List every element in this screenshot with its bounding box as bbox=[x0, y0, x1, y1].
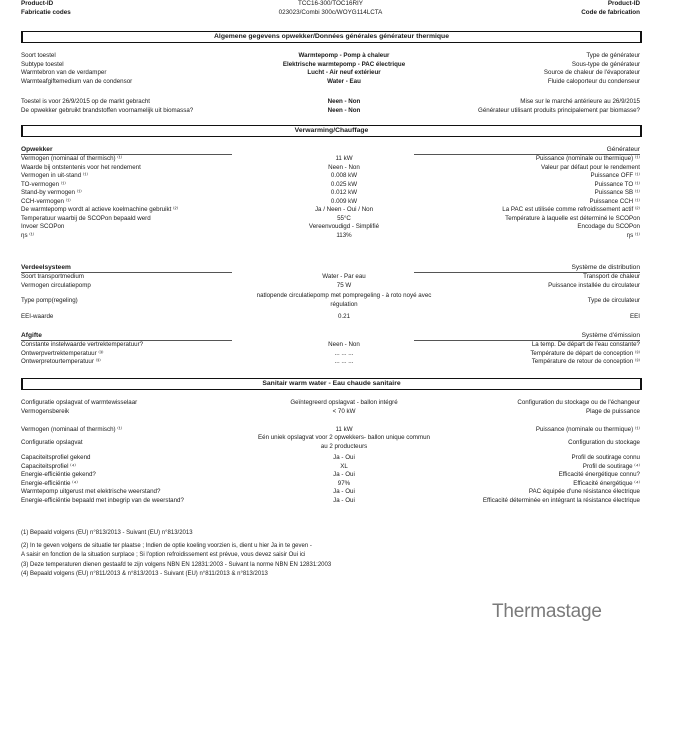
dhw-nl: Energie-efficiëntie gekend? bbox=[21, 471, 96, 478]
section-general: Algemene gegevens opwekker/Données générales générateur thermique bbox=[21, 31, 642, 43]
dhw-val: Ja - Oui bbox=[333, 471, 355, 478]
general-nl: Subtype toestel bbox=[21, 60, 64, 68]
afgifte-val: Neen - Non bbox=[328, 341, 360, 348]
afgifte-val: ... ... ... bbox=[334, 358, 354, 365]
dhw-row bbox=[21, 496, 640, 505]
opwekker-nl: Invoer SCOPon bbox=[21, 223, 65, 230]
opwekker-val: 0.025 kW bbox=[330, 180, 358, 188]
opwekker-nl: Temperatuur waarbij de SCOPon bepaald werd bbox=[21, 214, 151, 222]
opwekker-val: Vereenvoudigd - Simplifié bbox=[308, 223, 380, 230]
dhw-nl: Warmtepomp uitgerust met elektrische weerstand? bbox=[21, 488, 161, 495]
dhw-fr: Efficacité énergétique ⁽⁴⁾ bbox=[573, 479, 640, 487]
footnote: (1) Bepaald volgens (EU) n°813/2013 - Suivant (EU) n°813/2013 bbox=[21, 530, 193, 536]
afgifte-fr: Température de retour de conception ⁽³⁾ bbox=[531, 358, 640, 365]
dhw-range-fr: Plage de puissance bbox=[585, 408, 640, 415]
general-val: Elektrische warmtepomp - PAC électrique bbox=[282, 60, 406, 68]
dhw-fr: Profil de soutirage connu bbox=[571, 454, 640, 461]
dhw-nl: Energie-efficiëntie bepaald met inbegrip van de weerstand? bbox=[21, 496, 184, 504]
fabrication-code-value: 023023/Combi 300c/WOYG114LCTA bbox=[278, 9, 383, 16]
opwekker-val: 11 kW bbox=[335, 155, 353, 162]
pump-type-fr: Type de circulateur bbox=[587, 297, 640, 304]
opwekker-fr: Puissance TO ⁽¹⁾ bbox=[594, 180, 640, 188]
dhw-range-nl: Vermogensbereik bbox=[21, 408, 70, 415]
verdeel-nl: Soort transportmedium bbox=[21, 273, 84, 280]
dhw-val: Ja - Oui bbox=[333, 496, 355, 504]
dhw-fr: PAC équipée d'une résistance électrique bbox=[528, 488, 640, 495]
dhw-range-row bbox=[21, 407, 640, 416]
dhw-nl: Capaciteitsprofiel ⁽⁴⁾ bbox=[21, 462, 76, 470]
afgifte-title-nl: Afgifte bbox=[21, 332, 42, 339]
dhw-range-value: < 70 kW bbox=[332, 408, 356, 415]
footnote: (2) In te geven volgens de situatie ter plaatse ; Indien de optie koeling voorzien is, dient u hier Ja in te geven - bbox=[21, 543, 312, 549]
dhw-fr: Efficacité déterminée en intégrant la résistance électrique bbox=[482, 496, 640, 504]
opwekker-fr: La PAC est utilisée comme refroidissement actif ⁽²⁾ bbox=[502, 206, 640, 213]
verdeel-nl: Vermogen circulatiepomp bbox=[21, 281, 91, 289]
general-val: Lucht - Air neuf extérieur bbox=[307, 69, 381, 76]
afgifte-val: ... ... ... bbox=[334, 349, 354, 357]
opwekker-val: 0.008 kW bbox=[330, 172, 358, 179]
opwekker-nl: CCH-vermogen ⁽¹⁾ bbox=[21, 197, 71, 205]
general-nl: Warmtebron van de verdamper bbox=[21, 69, 107, 76]
dhw-storage-nl: Configuratie opslagvat bbox=[21, 439, 83, 446]
opwekker-title-fr: Générateur bbox=[606, 146, 640, 153]
opwekker-fr: Puissance SB ⁽¹⁾ bbox=[594, 189, 640, 196]
opwekker-val: 113% bbox=[336, 231, 352, 239]
general-row bbox=[21, 77, 640, 86]
opwekker-nl: ηs ⁽¹⁾ bbox=[21, 231, 35, 239]
verdeel-val: Water - Par eau bbox=[322, 273, 366, 280]
dhw-nl: Energie-efficiëntie ⁽⁴⁾ bbox=[21, 479, 78, 487]
opwekker-row bbox=[21, 231, 640, 240]
dhw-config-fr: Configuration du stockage ou de l'échangeur bbox=[517, 399, 640, 406]
eei-row bbox=[21, 312, 640, 321]
general-fr: Sous-type de générateur bbox=[571, 60, 640, 68]
dhw-nl: Capaciteitsprofiel gekend bbox=[21, 454, 91, 461]
fabrication-code-label-fr: Code de fabrication bbox=[581, 9, 640, 16]
opwekker-nl: Waarde bij ontstentenis voor het rendement bbox=[21, 163, 141, 171]
dhw-val: Ja - Oui bbox=[333, 454, 355, 461]
general-fr: Source de chaleur de l'évaporateur bbox=[543, 69, 640, 76]
general-market-row bbox=[21, 106, 640, 115]
product-id-label-fr: Product-ID bbox=[607, 0, 640, 7]
opwekker-fr: Puissance OFF ⁽¹⁾ bbox=[590, 172, 640, 179]
opwekker-fr: Encodage du SCOPon bbox=[577, 223, 640, 230]
opwekker-fr: Température à laquelle est déterminé le SCOPon bbox=[505, 214, 640, 222]
section-dhw: Sanitair warm water - Eau chaude sanitaire bbox=[21, 378, 642, 390]
afgifte-nl: Ontwerpvertrektemperatuur ⁽³⁾ bbox=[21, 349, 104, 357]
opwekker-title-nl: Opwekker bbox=[21, 146, 53, 153]
opwekker-val: Ja / Neen - Oui / Non bbox=[314, 206, 374, 213]
general-market-val: Neen - Non bbox=[327, 106, 361, 114]
pump-type-value: natlopende circulatiepomp met pompregeling - à roto noyé avec régulation bbox=[256, 292, 432, 308]
dhw-power-fr: Puissance (nominale ou thermique) ⁽¹⁾ bbox=[535, 426, 640, 433]
opwekker-fr: ηs ⁽¹⁾ bbox=[626, 231, 640, 239]
opwekker-val: 0.009 kW bbox=[330, 197, 358, 205]
product-id-label-nl: Product-ID bbox=[21, 0, 54, 7]
opwekker-fr: Puissance CCH ⁽¹⁾ bbox=[589, 197, 640, 205]
opwekker-val: 55°C bbox=[337, 214, 351, 222]
verdeel-val: 75 W bbox=[336, 281, 352, 289]
thermastage-logo: Thermastage bbox=[492, 601, 602, 622]
pump-type-row bbox=[21, 292, 640, 310]
dhw-val: XL bbox=[340, 462, 348, 470]
dhw-power-nl: Vermogen (nominaal of thermisch) ⁽¹⁾ bbox=[21, 426, 123, 433]
dhw-power-row bbox=[21, 425, 640, 434]
dhw-fr: Efficacité énergétique connu? bbox=[558, 471, 640, 478]
opwekker-val: Neen - Non bbox=[328, 163, 360, 171]
product-id-value: TCC16-300/TOC16RIY bbox=[298, 0, 363, 7]
afgifte-fr: Température de départ de conception ⁽³⁾ bbox=[530, 349, 640, 357]
dhw-val: 97% bbox=[337, 479, 351, 487]
verdeel-title-fr: Système de distribution bbox=[571, 264, 640, 271]
opwekker-nl: Vermogen in uit-stand ⁽¹⁾ bbox=[21, 172, 89, 179]
opwekker-nl: De warmtepomp wordt al actieve koelmachine gebruikt ⁽²⁾ bbox=[21, 206, 179, 213]
opwekker-fr: Valeur par défaut pour le rendement bbox=[541, 163, 640, 171]
dhw-storage-value: Eén uniek opslagvat voor 2 opwekkers- ballon unique commun au 2 producteurs bbox=[258, 434, 430, 450]
dhw-storage-fr: Configuration du stockage bbox=[568, 439, 640, 446]
general-market-val: Neen - Non bbox=[327, 98, 361, 105]
general-market-nl: De opwekker gebruikt brandstoffen voornamelijk uit biomassa? bbox=[21, 106, 194, 114]
pump-type-nl: Type pomp(regeling) bbox=[21, 297, 78, 304]
afgifte-nl: Ontwerpretourtemperatuur ⁽³⁾ bbox=[21, 358, 101, 365]
general-nl: Soort toestel bbox=[21, 52, 56, 59]
verdeel-row bbox=[21, 281, 640, 290]
footnote: (4) Bepaald volgens (EU) n°811/2013 & n°813/2013 - Suivant (EU) n°811/2013 & n°813/2013 bbox=[21, 571, 268, 577]
fabrication-code-label-nl: Fabricatie codes bbox=[21, 9, 71, 16]
opwekker-fr: Puissance (nominale ou thermique) ⁽¹⁾ bbox=[535, 155, 640, 162]
general-market-fr: Générateur utilisant produits principalement par biomasse? bbox=[478, 106, 640, 114]
afgifte-row bbox=[21, 357, 640, 366]
general-nl: Warmteafgiftemedium van de condensor bbox=[21, 77, 133, 85]
section-heating: Verwarming/Chauffage bbox=[21, 125, 642, 137]
general-market-nl: Toestel is voor 26/9/2015 op de markt gebracht bbox=[21, 98, 150, 105]
footnote: (3) Deze temperaturen dienen gestaafd te zijn volgens NBN EN 12831:2003 - Suivant la norme NBN EN 12831:2003 bbox=[21, 562, 332, 568]
opwekker-nl: Vermogen (nominaal of thermisch) ⁽¹⁾ bbox=[21, 155, 123, 162]
dhw-config-value: Geïntegreerd opslagvat - ballon intégré bbox=[290, 399, 398, 406]
footnote: A saisir en fonction de la situation surplace ; Si l'option refroidissement est prévue, vous devez saisir Oui ici bbox=[21, 552, 306, 558]
eei-fr: EEI bbox=[630, 313, 640, 320]
general-fr: Fluide caloporteur du condenseur bbox=[547, 77, 640, 85]
dhw-fr: Profil de soutirage ⁽⁴⁾ bbox=[582, 462, 640, 470]
general-val: Water - Eau bbox=[327, 77, 361, 85]
afgifte-title-fr: Système d'émission bbox=[581, 332, 640, 339]
verdeel-fr: Puissance installée du circulateur bbox=[548, 281, 640, 289]
dhw-storage-row bbox=[21, 434, 640, 452]
general-val: Warmtepomp - Pomp à chaleur bbox=[298, 52, 390, 59]
dhw-config-row bbox=[21, 398, 640, 407]
verdeel-title-nl: Verdeelsysteem bbox=[21, 264, 71, 271]
opwekker-nl: Stand-by vermogen ⁽¹⁾ bbox=[21, 189, 82, 196]
dhw-power-value: 11 kW bbox=[335, 426, 353, 433]
dhw-val: Ja - Oui bbox=[333, 488, 355, 495]
opwekker-val: 0.012 kW bbox=[330, 189, 358, 196]
afgifte-fr: La temp. De départ de l'eau constante? bbox=[531, 341, 640, 348]
opwekker-nl: TO-vermogen ⁽¹⁾ bbox=[21, 180, 66, 188]
dhw-config-nl: Configuratie opslagvat of warmtewisselaar bbox=[21, 399, 138, 406]
verdeel-fr: Transport de chaleur bbox=[583, 273, 640, 280]
general-market-fr: Mise sur le marché antérieure au 26/9/2015 bbox=[520, 98, 640, 105]
afgifte-nl: Constante instelwaarde vertrektemperatuur? bbox=[21, 341, 144, 348]
eei-value: 0.21 bbox=[337, 313, 351, 320]
general-fr: Type de générateur bbox=[586, 52, 640, 59]
eei-nl: EEI-waarde bbox=[21, 313, 54, 320]
